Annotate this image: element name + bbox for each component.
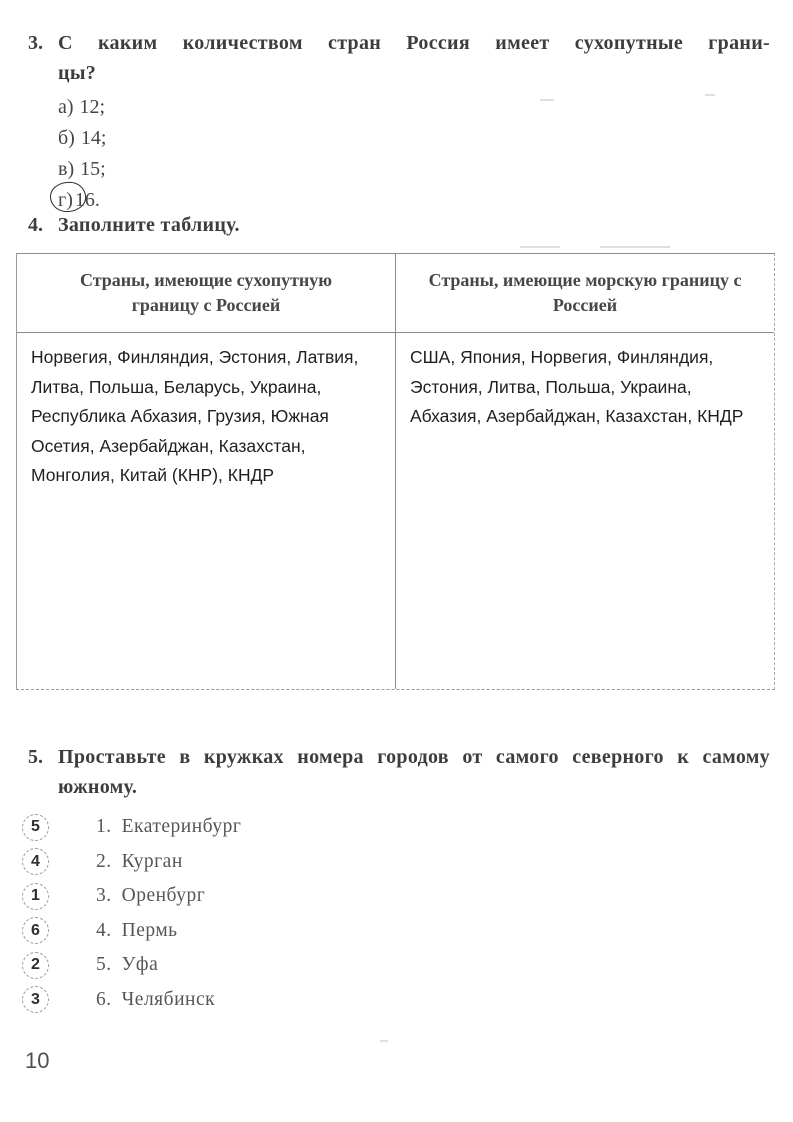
question-4 [28,210,773,240]
option-b-value: 14; [80,127,107,149]
scan-artifact [380,1040,388,1042]
option-v-value: 15; [80,158,106,180]
scan-artifact [705,94,715,96]
question-3-number: 3. [28,32,43,54]
table-header-land-borders: Страны, имеющие сухопутную границу с Россией [17,254,396,333]
written-number: 1 [31,887,40,905]
city-label: 2. Курган [96,850,183,872]
option-v [58,154,773,185]
question-5-title-line1: Проставьте в кружках номера городов от самого северного к самому [58,746,770,768]
table-cell-land-borders-answer: Норвегия, Финляндия, Эстония, Латвия, Литва, Польша, Беларусь, Украина, Республика Абхазия, Грузия, Южная Осетия, Азербайджан, Казахстан, Монголия, Китай (КНР), КНДР [17,333,396,689]
written-number: 2 [31,956,40,974]
scan-artifact [540,99,554,101]
list-item [0,914,241,949]
page-number: 10 [25,1048,50,1073]
circle-marker [22,952,49,979]
city-label: 5. Уфа [96,954,159,976]
city-label: 6. Челябинск [96,988,216,1010]
question-4-number: 4. [28,214,43,236]
table-header-sea-borders: Страны, имеющие морскую границу с Россией [396,254,774,333]
written-number: 5 [31,818,40,836]
option-g-label: г) [58,185,73,216]
question-3-title-line2: цы? [58,62,97,84]
circle-marker [22,917,49,944]
scan-artifact [600,246,670,248]
option-g-value: 16. [74,189,100,211]
circle-marker [22,986,49,1013]
borders-table [16,253,775,690]
list-item [0,845,241,880]
city-label: 1. Екатеринбург [96,816,242,838]
option-v-label: в) [58,158,75,180]
list-item [0,879,241,914]
city-label: 4. Пермь [96,919,178,941]
written-number: 6 [31,921,40,939]
city-list [0,810,241,1017]
option-a-value: 12; [79,96,106,118]
written-number: 4 [31,852,40,870]
circle-marker [22,814,49,841]
city-label: 3. Оренбург [96,885,206,907]
table-cell-sea-borders-answer: США, Япония, Норвегия, Финляндия, Эстония, Литва, Польша, Украина, Абхазия, Азербайджан, Казахстан, КНДР [410,347,744,426]
circle-marker [22,848,49,875]
option-a [58,92,773,123]
option-b [58,123,773,154]
list-item [0,948,241,983]
question-5-number: 5. [28,746,43,768]
list-item [0,810,241,845]
option-a-label: а) [58,96,74,118]
question-5-title-line2: южному. [58,776,138,798]
option-b-label: б) [58,127,75,149]
question-5 [28,742,773,802]
list-item [0,983,241,1018]
question-3-title-line1: С каким количеством стран Россия имеет сухопутные грани- [58,32,770,54]
question-4-title: Заполните таблицу. [58,214,240,236]
question-3-options [58,92,773,216]
question-3 [28,28,773,216]
scan-artifact [520,246,560,248]
written-number: 3 [31,990,40,1008]
circle-marker [22,883,49,910]
